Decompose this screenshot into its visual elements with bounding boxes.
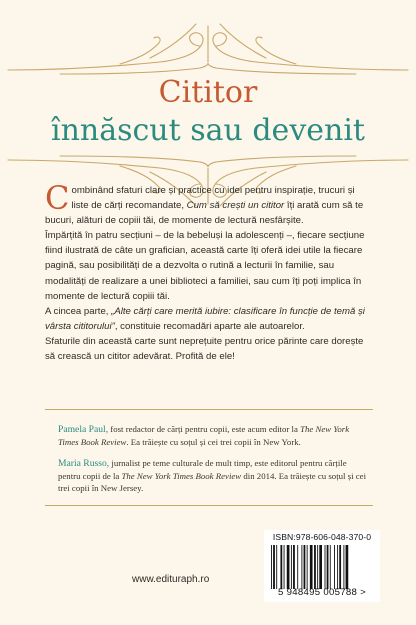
- barcode-bar: [284, 545, 285, 589]
- barcode-bar: [287, 545, 290, 589]
- bio-italic: The New York Times Book Review: [58, 424, 350, 447]
- p1-text: ombinând sfaturi clare și practice cu idei pentru inspirație, trucuri și liste de cărți recomandate,: [71, 185, 355, 212]
- barcode-bar: [297, 545, 298, 589]
- barcode-bar: [291, 545, 292, 589]
- barcode-bar: [327, 545, 329, 589]
- description-paragraph-4: Sfaturile din această carte sunt neprețuite pentru orice părinte care dorește să crească un cititor adevărat. Profită de ele!: [45, 335, 364, 363]
- barcode-bar: [271, 545, 272, 589]
- title-line-2: înnăscut sau devenit: [50, 113, 365, 148]
- barcode-bar: [339, 545, 341, 589]
- barcode-bar: [314, 545, 316, 589]
- top-flourish-ornament: [0, 18, 416, 80]
- barcode-bar: [307, 545, 308, 589]
- publisher-website: www.edituraph.ro: [132, 574, 210, 585]
- barcode-bar: [337, 545, 338, 589]
- divider-top: [45, 409, 373, 410]
- title-line-1: Cititor: [158, 75, 258, 110]
- bio-italic: The New York Times Book Review: [121, 471, 242, 481]
- author-bio-pamela: [58, 423, 370, 448]
- bio-text-end: . Ea trăiește cu soțul și cei trei copii în New York.: [126, 437, 301, 447]
- divider-bottom: [45, 505, 373, 506]
- book-title-italic: Cum să crești un cititor: [186, 200, 285, 212]
- bio-text-end: din 2014. Ea trăiește cu soțul și cei trei copii în New Jersey.: [58, 471, 367, 493]
- barcode-bar: [301, 545, 302, 589]
- p3-end: , constituie recomadări aparte ale autoarelor.: [114, 320, 305, 332]
- barcode-bar: [343, 545, 344, 589]
- barcode-icon: [270, 545, 374, 589]
- book-description: [45, 179, 371, 364]
- p3-italic: „Alte cărți care merită iubire: clasificare în funcție de temă și vârsta cititorului”: [45, 305, 365, 332]
- author-name: Maria Russo,: [58, 458, 110, 469]
- isbn-barcode-box: [264, 530, 380, 602]
- bio-text: fost redactor de cărți pentru copii, este acum editor la: [108, 424, 301, 434]
- description-paragraph-1: [45, 179, 371, 228]
- barcode-bar: [304, 545, 306, 589]
- barcode-bar: [293, 545, 295, 589]
- drop-cap: C: [45, 179, 70, 217]
- barcode-bar: [280, 545, 282, 589]
- p1-end: îți arată cum să te bucuri, alături de copiii tăi, de momente de lectură nesfârșite.: [45, 200, 364, 227]
- barcode-bar: [334, 545, 335, 589]
- barcode-bar: [346, 545, 349, 589]
- description-paragraph-2: Împărțită în patru secțiuni – de la bebeluși la adolescenți –, fiecare secțiune fiind ilustrată de câte un grafician, această carte îți oferă idei utile la fiecare pagină, sau posibilități de a dezvolta o rutină a lecturii în familie, sau modalități de realizare a unei biblioteci a familiei, sau cum îți poți implica în momente de lectură copiii tăi.: [45, 230, 365, 302]
- barcode-digits: 5 948495 005788 >: [277, 587, 367, 598]
- barcode-bar: [310, 545, 313, 589]
- barcode-bar: [325, 545, 326, 589]
- barcode-bar: [276, 545, 277, 589]
- author-bio-maria: [58, 457, 370, 494]
- barcode-bar: [317, 545, 318, 589]
- bio-text: jurnalist pe teme culturale de mult timp, este editorul pentru cărțile pentru copii de la: [58, 458, 347, 481]
- barcode-bar: [273, 545, 275, 589]
- author-name: Pamela Paul,: [58, 424, 109, 435]
- barcode-bar: [330, 545, 331, 589]
- barcode-bar: [319, 545, 322, 589]
- description-paragraph-3: [45, 304, 371, 334]
- isbn-text: ISBN:978-606-048-370-0: [272, 532, 372, 542]
- p3-start: A cincea parte,: [45, 305, 112, 317]
